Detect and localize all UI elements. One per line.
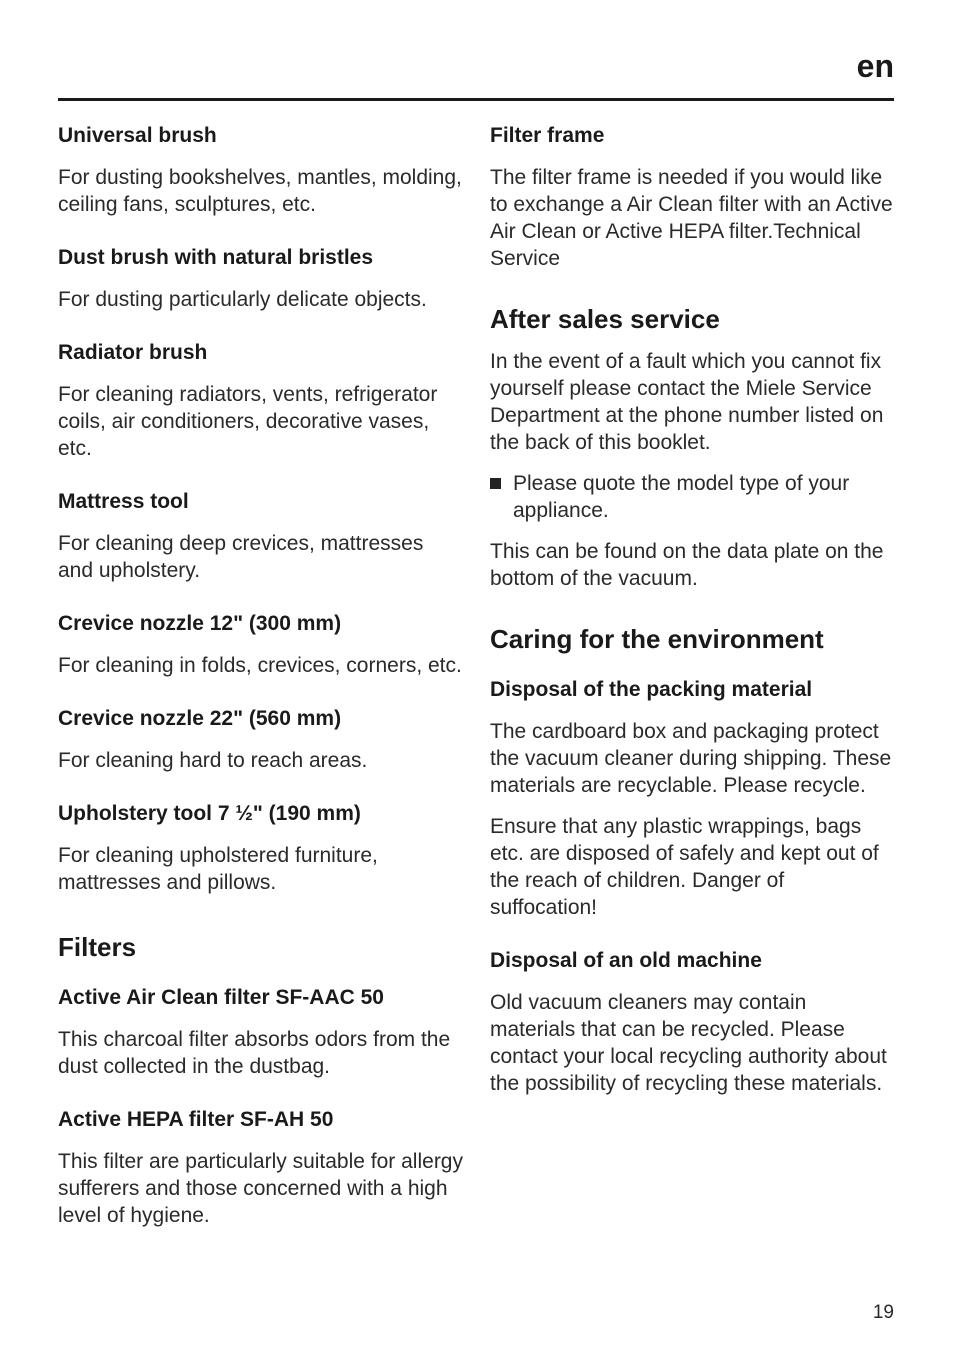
accessory-text: For dusting particularly delicate objects. <box>58 288 427 311</box>
accessory-text: For cleaning in folds, crevices, corners, etc. <box>58 654 462 677</box>
accessory-title: Dust brush with natural bristles <box>58 246 374 269</box>
bullet-text: Please quote the model type of your appliance. <box>513 472 850 522</box>
filter-item <box>58 984 464 1080</box>
after-sales-note: This can be found on the data plate on the bottom of the vacuum. <box>490 540 884 590</box>
page-number: 19 <box>872 1302 894 1323</box>
filter-text: This filter are particularly suitable for allergy sufferers and those concerned with a high level of hygiene. <box>58 1150 463 1227</box>
accessory-text: For cleaning upholstered furniture, mattresses and pillows. <box>58 844 378 894</box>
packing-warning: Ensure that any plastic wrappings, bags etc. are disposed of safely and kept out of the reach of children. Danger of suffocation! <box>490 815 879 919</box>
accessory-text: For cleaning radiators, vents, refrigerator coils, air conditioners, decorative vases, etc. <box>58 383 438 460</box>
language-label: en <box>856 48 894 84</box>
left-column <box>58 122 464 1255</box>
filter-frame-title: Filter frame <box>490 124 605 147</box>
accessory-item <box>58 800 464 896</box>
accessory-item <box>58 610 464 679</box>
filter-frame-section <box>490 122 896 272</box>
right-column <box>490 122 896 1123</box>
old-machine-title: Disposal of an old machine <box>490 949 762 972</box>
accessory-item <box>58 339 464 462</box>
filter-title: Active Air Clean filter SF-AAC 50 <box>58 986 384 1009</box>
accessory-text: For cleaning deep crevices, mattresses and upholstery. <box>58 532 424 582</box>
packing-text: The cardboard box and packaging protect the vacuum cleaner during shipping. These materials are recyclable. Please recycle. <box>490 720 892 797</box>
accessory-text: For dusting bookshelves, mantles, molding, ceiling fans, sculptures, etc. <box>58 166 462 216</box>
after-sales-text: In the event of a fault which you cannot fix yourself please contact the Miele Service Department at the phone number listed on the back of this booklet. <box>490 350 884 454</box>
old-machine-subsection <box>490 947 896 1097</box>
filter-frame-text: The filter frame is needed if you would like to exchange a Air Clean filter with an Active Air Clean or Active HEPA filter.Technical Service <box>490 166 893 270</box>
header-rule <box>58 98 894 101</box>
environment-section <box>490 622 896 1097</box>
filter-title: Active HEPA filter SF-AH 50 <box>58 1108 334 1131</box>
accessory-text: For cleaning hard to reach areas. <box>58 749 368 772</box>
filter-item <box>58 1106 464 1229</box>
old-machine-text: Old vacuum cleaners may contain materials that can be recycled. Please contact your local recycling authority about the possibility of recycling these materials. <box>490 991 887 1095</box>
accessory-title: Radiator brush <box>58 341 208 364</box>
accessory-title: Mattress tool <box>58 490 189 513</box>
filters-heading: Filters <box>58 932 137 962</box>
bullet-item <box>490 470 896 524</box>
accessory-item <box>58 122 464 218</box>
accessory-title: Upholstery tool 7 ½" (190 mm) <box>58 802 361 825</box>
accessory-title: Crevice nozzle 22" (560 mm) <box>58 707 342 730</box>
accessory-item <box>58 488 464 584</box>
environment-heading: Caring for the environment <box>490 624 824 654</box>
accessory-item <box>58 705 464 774</box>
accessory-title: Universal brush <box>58 124 217 147</box>
accessory-item <box>58 244 464 313</box>
after-sales-section <box>490 302 896 592</box>
accessory-title: Crevice nozzle 12" (300 mm) <box>58 612 342 635</box>
packing-title: Disposal of the packing material <box>490 678 813 701</box>
square-bullet-icon <box>490 478 501 489</box>
filter-text: This charcoal filter absorbs odors from the dust collected in the dustbag. <box>58 1028 451 1078</box>
after-sales-heading: After sales service <box>490 304 720 334</box>
packing-subsection <box>490 676 896 921</box>
